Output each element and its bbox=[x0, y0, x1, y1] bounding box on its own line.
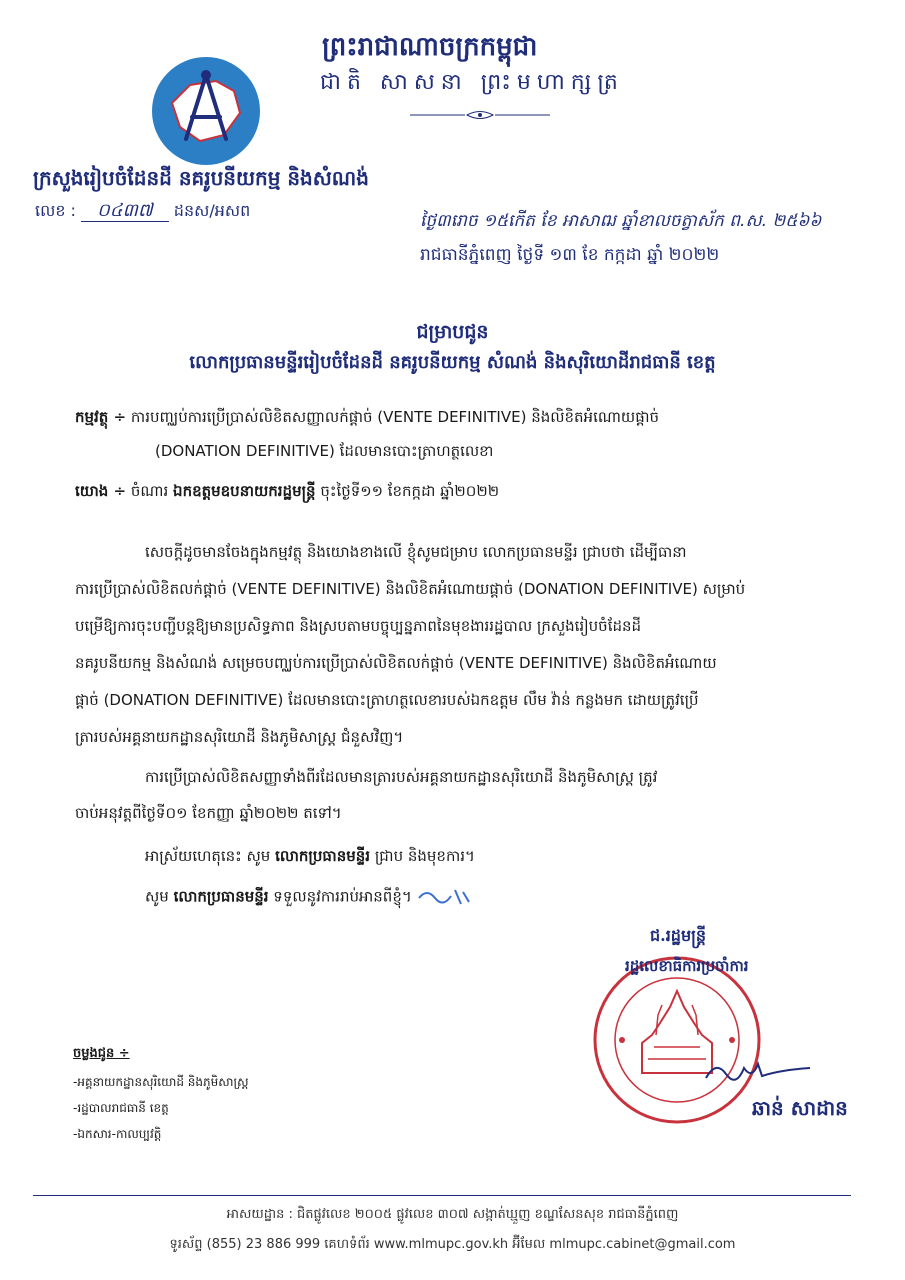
reference-suffix: ដនស/អសព bbox=[173, 201, 251, 220]
body-p2-line-1: ការប្រើប្រាស់លិខិតសញ្ញាទាំងពីរដែលមានត្រារបស់អគ្គនាយកដ្ឋានសុរិយោដី និងភូមិសាស្ត្រ ត្រូវ bbox=[145, 768, 658, 786]
cc-item: -ឯកសារ-កាលប្បវត្តិ bbox=[73, 1127, 162, 1141]
body-p3-suffix: ជ្រាប និងមុខការ។ bbox=[374, 847, 475, 865]
body-p2-line-2: ចាប់អនុវត្តពីថ្ងៃទី០១ ខែកញ្ញា ឆ្នាំ២០២២ តទៅ។ bbox=[75, 804, 342, 822]
body-p1-line-4: នគរូបនីយកម្ម និងសំណង់ សម្រេចបញ្ឈប់ការប្រើប្រាស់លិខិតលក់ផ្តាច់ (VENTE DEFINITIVE) និងលិខិតអំណោយ bbox=[75, 654, 717, 672]
reference-note-bold: ឯកឧត្តមឧបនាយករដ្ឋមន្ត្រី bbox=[173, 482, 316, 500]
body-p1-line-3: បម្រើឱ្យការចុះបញ្ជីបន្តឱ្យមានប្រសិទ្ធភាព និងស្របតាមបច្ចុប្បន្នភាពនៃមុខងាររដ្ឋបាល ក្រសួងរៀបចំដែនដី bbox=[75, 617, 642, 635]
ministry-name: ក្រសួងរៀបចំដែនដី នគរូបនីយកម្ម និងសំណង់ bbox=[33, 166, 369, 190]
initials-scribble bbox=[417, 886, 475, 908]
recipient-name: លោកប្រធានមន្ទីររៀបចំដែនដី នគរូបនីយកម្ម សំណង់ និងសុរិយោដីរាជធានី ខេត្ត bbox=[189, 352, 716, 373]
ornament-divider bbox=[405, 108, 555, 122]
reference-line bbox=[35, 198, 250, 225]
solar-date: រាជធានីភ្នំពេញ ថ្ងៃទី ១៣ ខែ កក្កដា ឆ្នាំ ២០២២ bbox=[420, 245, 720, 265]
reference-number: ០៤៣៧ bbox=[81, 200, 169, 222]
handwritten-signature bbox=[700, 1050, 820, 1090]
reference-note bbox=[75, 482, 499, 500]
body-p1-line-2: ការប្រើប្រាស់លិខិតលក់ផ្តាច់ (VENTE DEFINITIVE) និងលិខិតអំណោយផ្តាច់ (DONATION DEFINITIVE) សម្រាប់ bbox=[75, 580, 746, 598]
footer-address: អាសយដ្ឋាន : ជិតផ្លូវលេខ ២០០៥ ផ្លូវលេខ ៣០៧ សង្កាត់ឃ្មួញ ខណ្ឌសែនសុខ រាជធានីភ្នំពេញ bbox=[226, 1207, 679, 1222]
recipient-intro: ជម្រាបជូន bbox=[416, 321, 489, 343]
footer-contact: ទូរស័ព្ទ (855) 23 886 999 គេហទំព័រ www.mlmupc.gov.kh អ៊ីមែល mlmupc.cabinet@gmail.com bbox=[169, 1237, 736, 1252]
reference-note-label: យោង ÷ bbox=[75, 482, 127, 500]
footer-divider bbox=[33, 1195, 851, 1196]
subject-label: កម្មវត្ថុ ÷ bbox=[75, 408, 127, 426]
subject-line-1 bbox=[75, 408, 659, 426]
reference-note-prefix: ចំណារ bbox=[130, 482, 169, 500]
kingdom-title: ព្រះរាជាណាចក្រកម្ពុជា bbox=[322, 32, 538, 62]
reference-note-suffix: ចុះថ្ងៃទី១១ ខែកក្កដា ឆ្នាំ២០២២ bbox=[320, 482, 500, 500]
reference-label: លេខ : bbox=[35, 201, 76, 220]
body-p3-bold: លោកប្រធានមន្ទីរ bbox=[275, 847, 371, 865]
ministry-logo bbox=[150, 55, 262, 167]
body-p4-prefix: សូម bbox=[145, 887, 169, 906]
body-p3-prefix: អាស្រ័យហេតុនេះ សូម bbox=[145, 847, 271, 865]
cc-item: -អគ្គនាយកដ្ឋានសុរិយោដី និងភូមិសាស្ត្រ bbox=[73, 1075, 249, 1089]
body-p3 bbox=[145, 847, 475, 865]
body-p4 bbox=[145, 886, 475, 908]
official-seal-stamp bbox=[592, 955, 762, 1125]
subject-text-2: (DONATION DEFINITIVE) ដែលមានបោះត្រាហត្ថលេខា bbox=[155, 442, 494, 460]
signature-subtitle: រដ្ឋលេខាធិការប្រចាំការ bbox=[625, 957, 749, 975]
body-p4-suffix: ទទួលនូវការរាប់អានពីខ្ញុំ។ bbox=[273, 887, 412, 906]
subject-text-1: ការបញ្ឈប់ការប្រើប្រាស់លិខិតសញ្ញាលក់ផ្តាច់ (VENTE DEFINITIVE) និងលិខិតអំណោយផ្តាច់ bbox=[130, 408, 659, 426]
lunar-date: ថ្ងៃ៣រោច ១៥កើត ខែ អាសាឍ ឆ្នាំខាលចត្វាស័ក ព.ស. ២៥៦៦ bbox=[420, 211, 822, 231]
body-p1-line-1: សេចក្តីដូចមានចែងក្នុងកម្មវត្ថុ និងយោងខាងលើ ខ្ញុំសូមជម្រាប លោកប្រធានមន្ទីរ ជ្រាបថា ដើម្បីធានា bbox=[145, 543, 687, 561]
body-p4-bold: លោកប្រធានមន្ទីរ bbox=[173, 887, 269, 906]
body-p1-line-6: ត្រារបស់អគ្គនាយកដ្ឋានសុរិយោដី និងភូមិសាស្ត្រ ជំនួសវិញ។ bbox=[75, 728, 404, 746]
national-motto: ជាតិ សាសនា ព្រះមហាក្សត្រ bbox=[320, 70, 624, 95]
cc-label: ចម្លងជូន ÷ bbox=[73, 1046, 130, 1061]
cc-item: -រដ្ឋបាលរាជធានី ខេត្ត bbox=[73, 1101, 169, 1115]
signature-title: ជ.រដ្ឋមន្ត្រី bbox=[650, 926, 707, 945]
signatory-name: ឆាន់ សាដាន bbox=[752, 1096, 848, 1120]
body-p1-line-5: ផ្តាច់ (DONATION DEFINITIVE) ដែលមានបោះត្រាហត្ថលេខារបស់ឯកឧត្តម លឹម វ៉ាន់ កន្លងមក ដោយត្រូវប្រើ bbox=[75, 691, 699, 709]
